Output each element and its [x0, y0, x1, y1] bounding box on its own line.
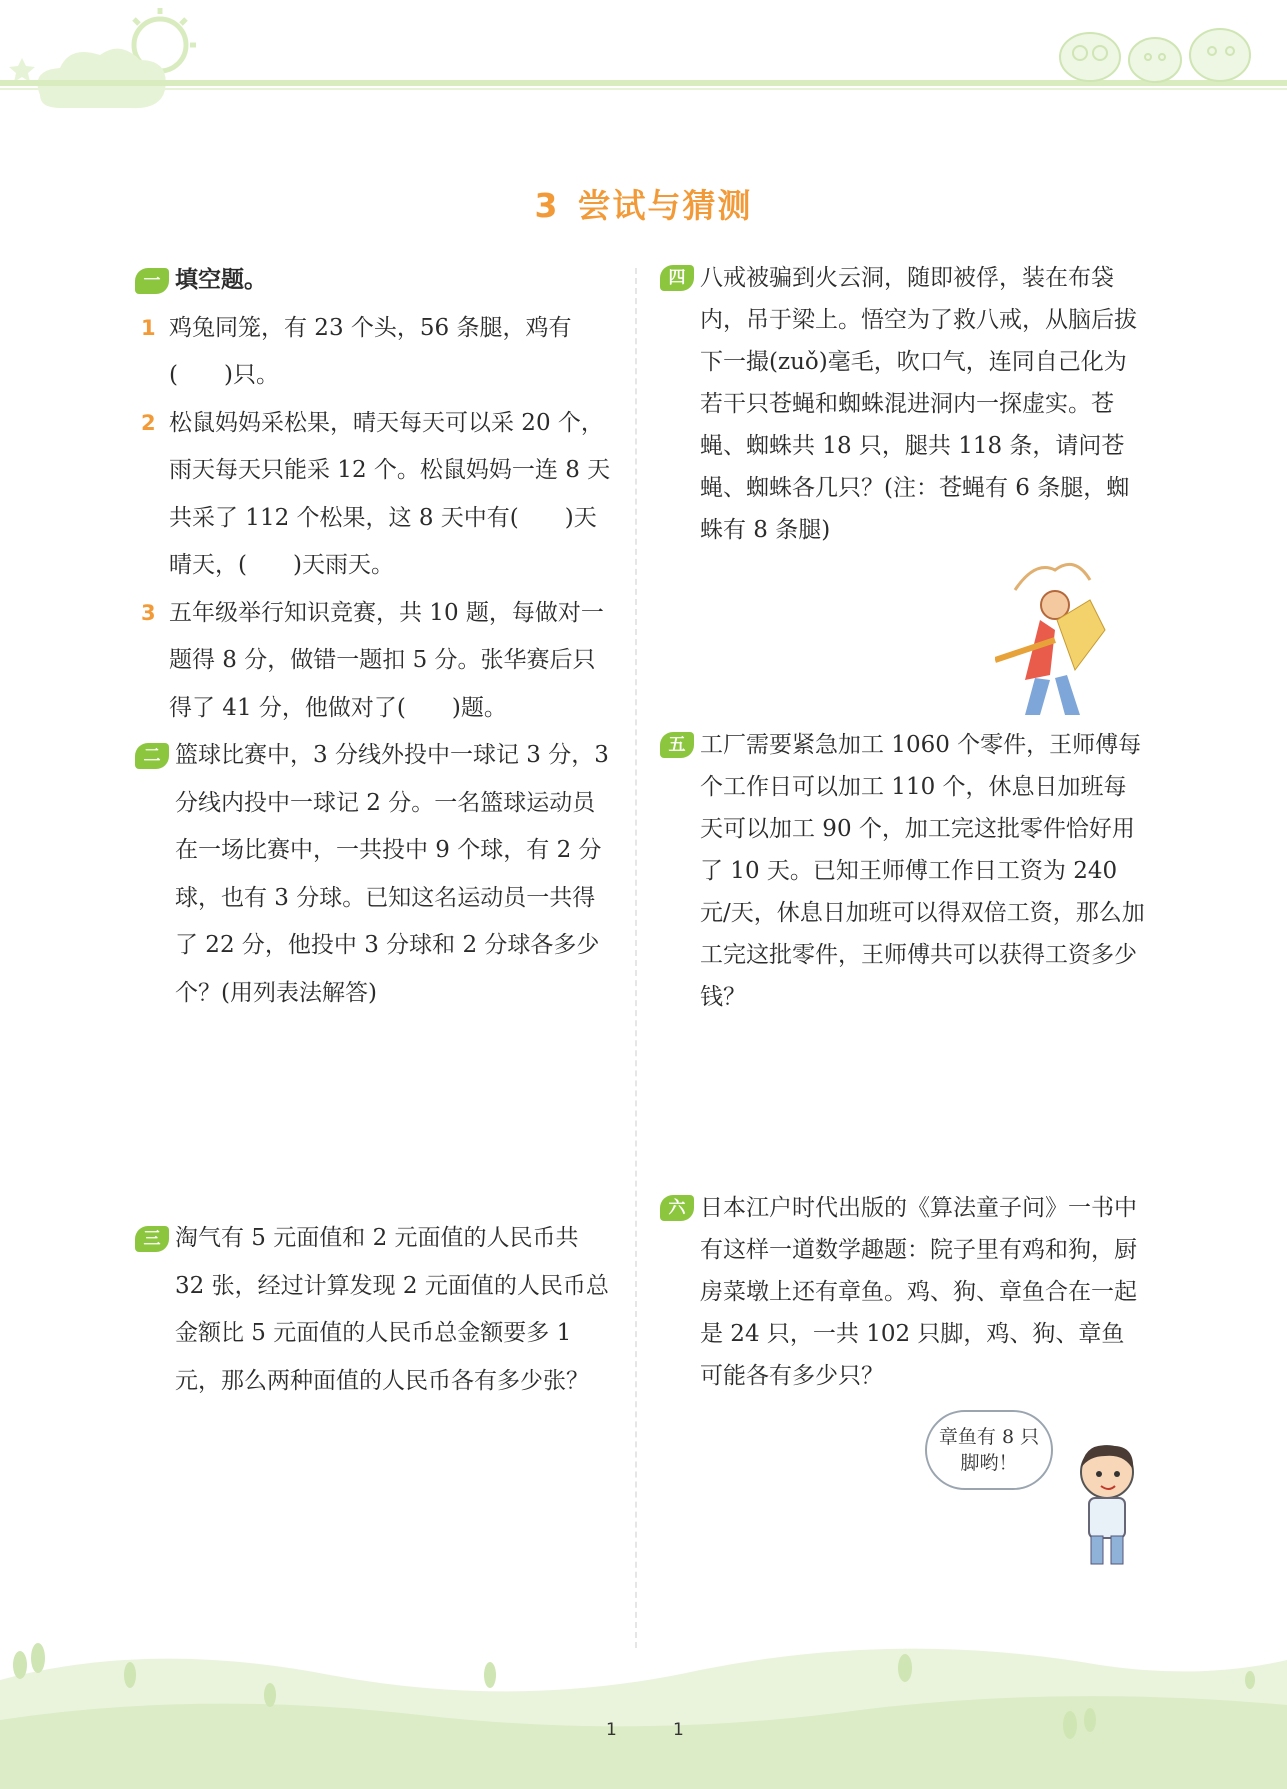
- question-2: [135, 400, 615, 590]
- title-number: 3: [534, 186, 560, 225]
- animal-faces-decoration: [1050, 15, 1260, 85]
- section-badge: 一: [135, 268, 169, 294]
- right-column: [660, 257, 1145, 551]
- question-number: 1: [141, 315, 156, 340]
- footer-landscape: [0, 1620, 1287, 1789]
- sun-cloud-decoration: [0, 0, 220, 115]
- page-number-right: 1: [673, 1720, 684, 1740]
- header-band-thin: [0, 88, 1287, 90]
- column-divider: [635, 268, 637, 1648]
- bubble-line-2: 脚哟！: [960, 1452, 1018, 1474]
- question-number: 2: [141, 410, 156, 435]
- section-3: [135, 1215, 615, 1405]
- monkey-king-illustration: [995, 560, 1115, 720]
- section-badge: 四: [660, 265, 694, 291]
- question-number: 3: [141, 600, 156, 625]
- section-badge: 五: [660, 732, 694, 758]
- section-6: [660, 1187, 1145, 1397]
- right-column-mid: [660, 724, 1145, 1018]
- question-text: 五年级举行知识竞赛，共 10 题，每做对一题得 8 分，做错一题扣 5 分。张华赛后只得了 41 分，他做对了( )题。: [169, 599, 604, 721]
- section-1-heading: 填空题。: [175, 267, 267, 293]
- left-column-lower: [135, 1215, 615, 1405]
- left-column: [135, 257, 615, 1017]
- page-title: [0, 180, 1287, 227]
- section-5-text: 工厂需要紧急加工 1060 个零件，王师傅每个工作日可以加工 110 个，休息日加班每天可以加工 90 个，加工完这批零件恰好用了 10 天。已知王师傅工作日工资为 240 元/天，休息日加班可以得双倍工资，那么加工完这批零件，王师傅共可以获得工资多少钱？: [700, 732, 1145, 1010]
- question-1: [135, 305, 615, 400]
- section-5: [660, 724, 1145, 1018]
- question-text: 松鼠妈妈采松果，晴天每天可以采 20 个，雨天每天只能采 12 个。松鼠妈妈一连 8 天共采了 112 个松果，这 8 天中有( )天晴天，( )天雨天。: [169, 409, 611, 578]
- section-3-text: 淘气有 5 元面值和 2 元面值的人民币共 32 张，经过计算发现 2 元面值的人民币总金额比 5 元面值的人民币总金额要多 1 元，那么两种面值的人民币各有多少张？: [175, 1225, 609, 1394]
- section-badge: 二: [135, 743, 169, 769]
- section-1: [135, 257, 615, 732]
- section-6-text: 日本江户时代出版的《算法童子问》一书中有这样一道数学趣题：院子里有鸡和狗，厨房菜墩上还有章鱼。鸡、狗、章鱼合在一起是 24 只，一共 102 只脚，鸡、狗、章鱼可能各有多少只？: [700, 1195, 1137, 1389]
- section-2-text: 篮球比赛中，3 分线外投中一球记 3 分，3 分线内投中一球记 2 分。一名篮球运动员在一场比赛中，一共投中 9 个球，有 2 分球，也有 3 分球。已知这名运动员一共得了 22 分，他投中 3 分球和 2 分球各多少个？(用列表法解答): [175, 742, 609, 1006]
- bubble-line-1: 章鱼有 8 只: [938, 1426, 1040, 1448]
- section-4: [660, 257, 1145, 551]
- question-3: [135, 590, 615, 733]
- title-text: 尝试与猜测: [577, 186, 753, 225]
- section-2: [135, 732, 615, 1017]
- boy-illustration: [1065, 1440, 1145, 1570]
- speech-bubble: [925, 1410, 1053, 1490]
- right-column-lower: [660, 1187, 1145, 1397]
- section-4-text: 八戒被骗到火云洞，随即被俘，装在布袋内，吊于梁上。悟空为了救八戒，从脑后拔下一撮(zuǒ)毫毛，吹口气，连同自己化为若干只苍蝇和蜘蛛混进洞内一探虚实。苍蝇、蜘蛛共 18 只，腿共 118 条，请问苍蝇、蜘蛛各几只？(注：苍蝇有 6 条腿，蜘蛛有 8 条腿): [700, 265, 1137, 543]
- question-text: 鸡兔同笼，有 23 个头，56 条腿，鸡有( )只。: [169, 314, 572, 388]
- page-number-left: 1: [606, 1720, 617, 1740]
- section-badge: 三: [135, 1226, 169, 1252]
- section-badge: 六: [660, 1195, 694, 1221]
